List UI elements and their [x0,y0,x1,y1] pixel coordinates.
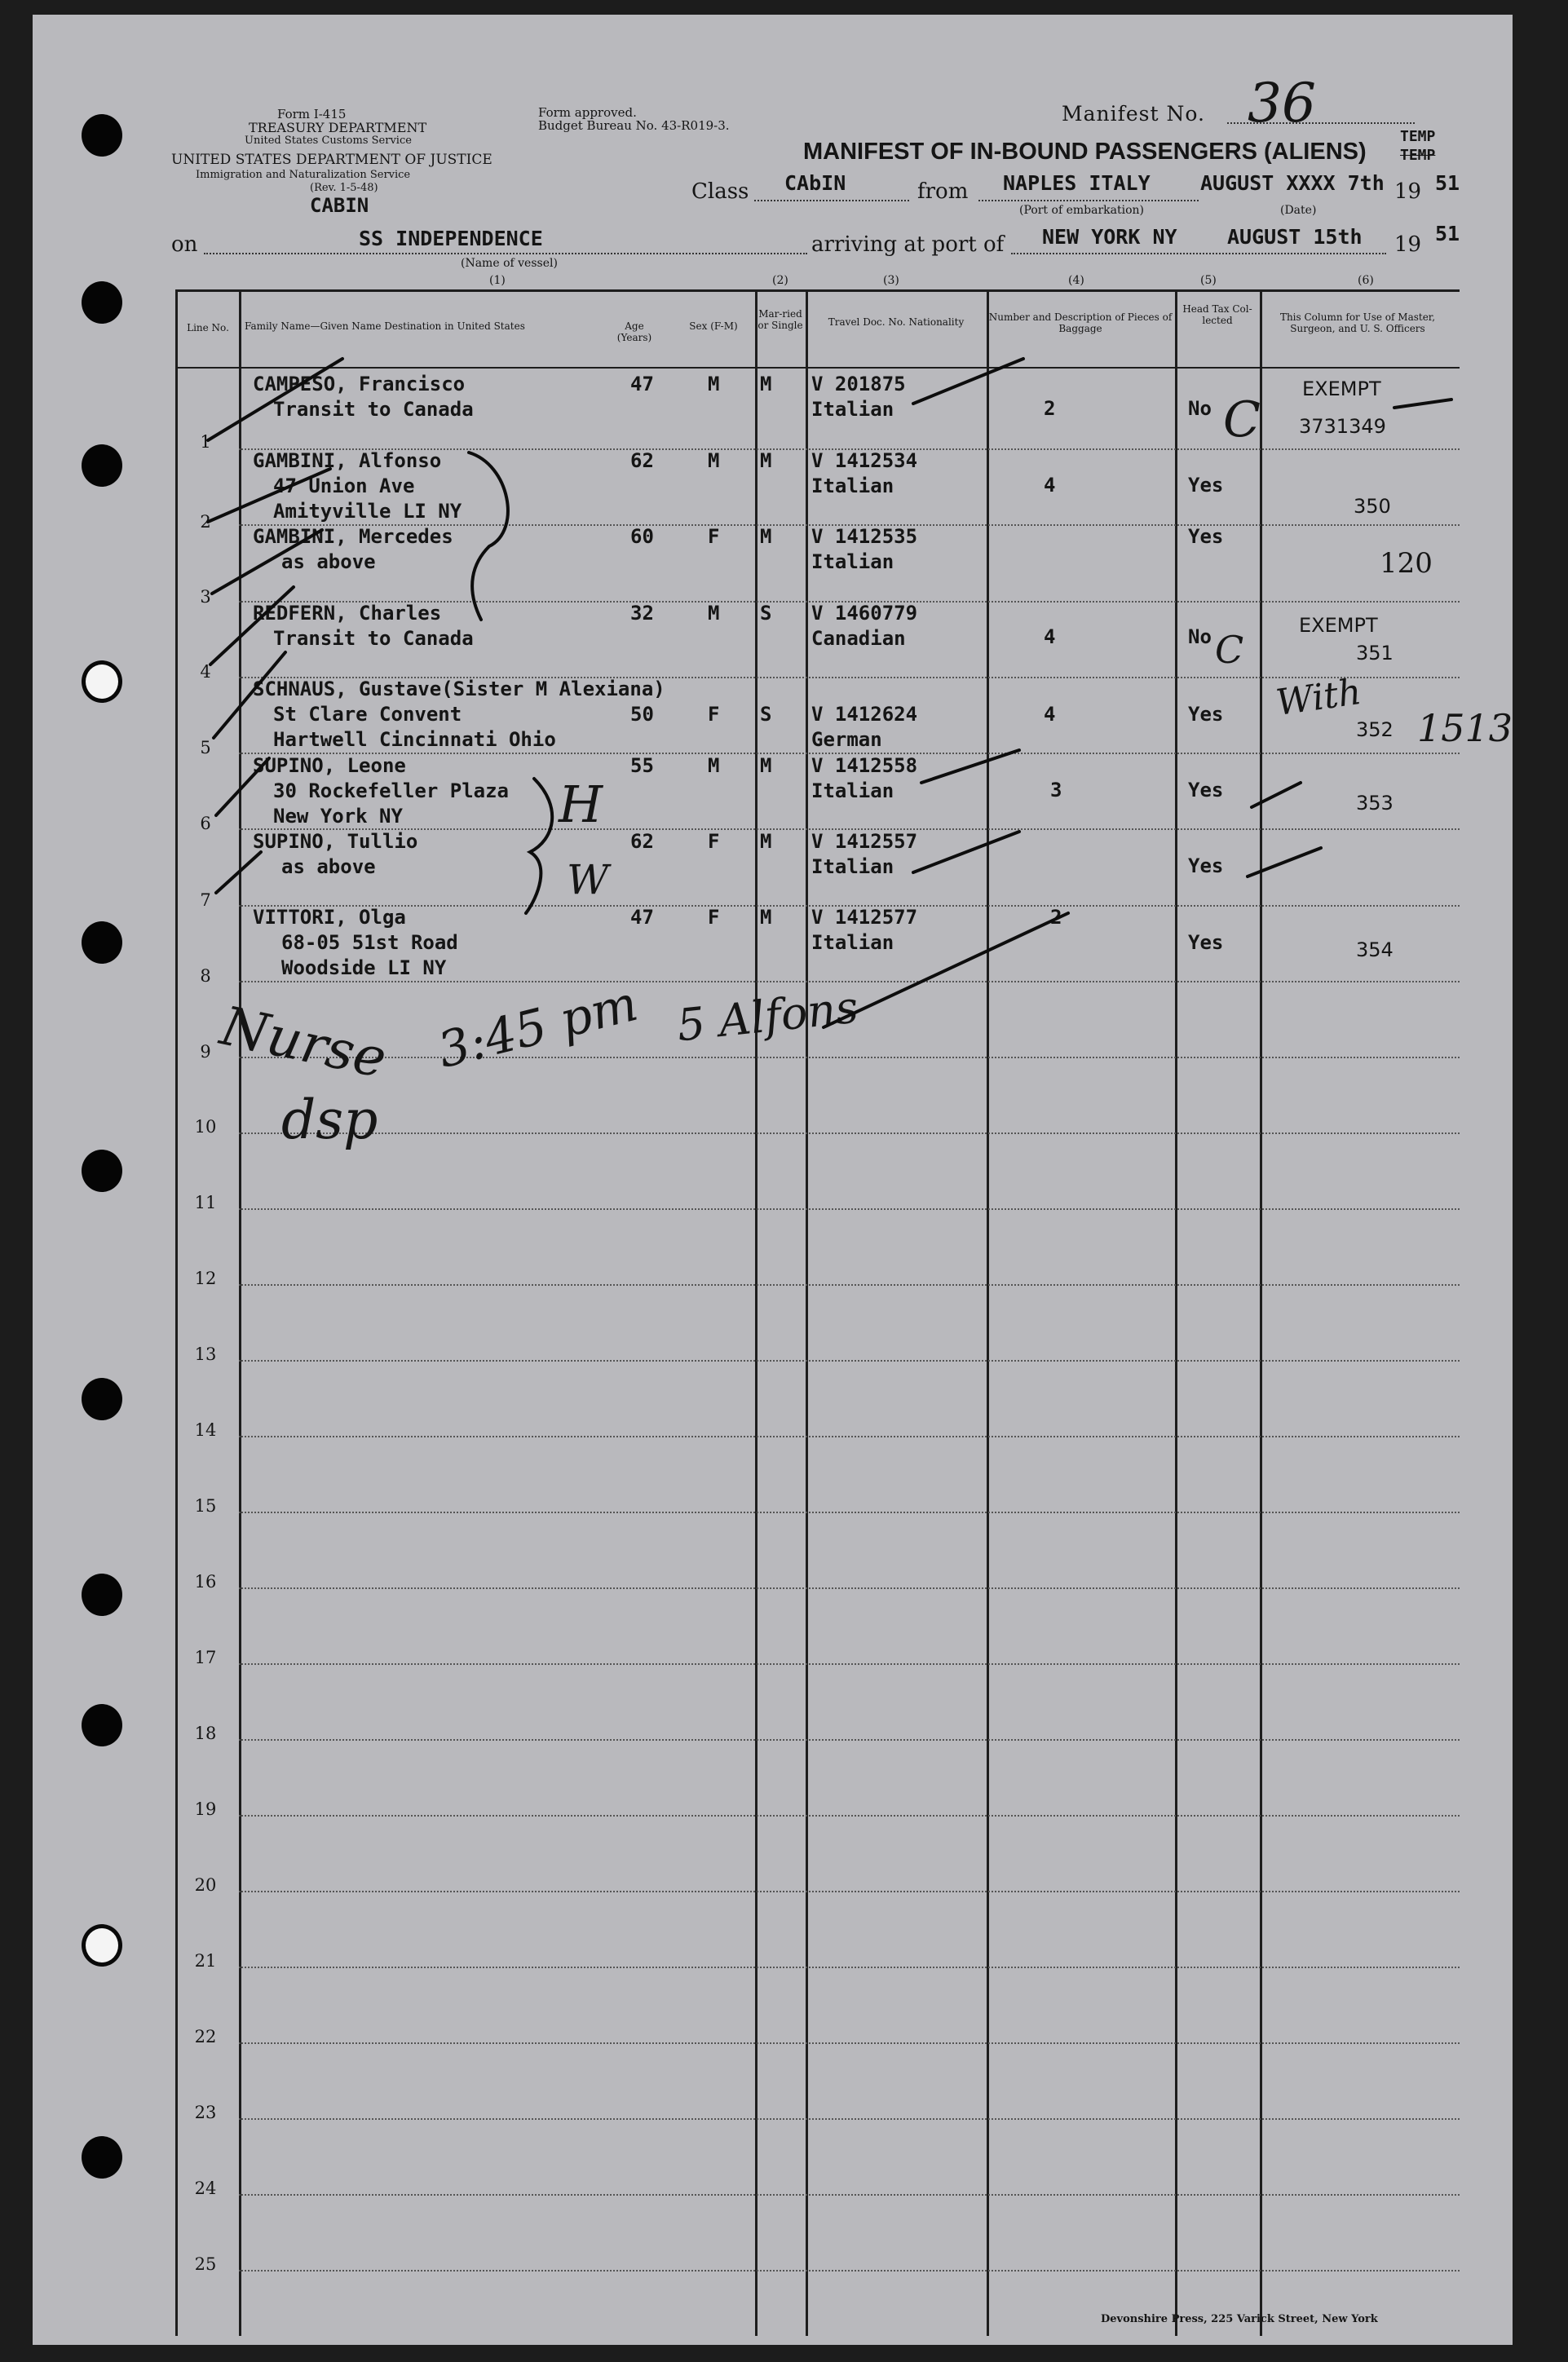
passenger-name: SUPINO, Tullio [253,830,418,853]
passenger-name: GAMBINI, Mercedes [253,525,453,548]
nationality: Italian [811,855,894,878]
strike-line [1252,783,1301,807]
col-header-age: Age (Years) [616,320,652,343]
passenger-sex: M [708,754,720,777]
passenger-age: 47 [630,373,654,395]
head-tax: Yes [1188,779,1224,801]
strike-line [921,750,1019,783]
passenger-destination: St Clare Convent [273,703,462,726]
strike-line [913,359,1023,404]
strike-line [216,852,261,893]
passenger-sex: M [708,373,720,395]
passenger-destination: 47 Union Ave [273,475,415,497]
strike-line [208,359,342,440]
nationality: Italian [811,398,894,421]
arrival-year-prefix: 19 [1394,232,1422,257]
handwritten-w: W [567,856,609,903]
travel-doc: V 1460779 [811,602,918,625]
passenger-destination-2: Hartwell Cincinnati Ohio [273,728,556,751]
temp-stamp-2: TEMP [1400,147,1436,164]
manifest-title: MANIFEST OF IN-BOUND PASSENGERS (ALIENS) [803,139,1367,165]
officer-note: With [1273,670,1364,725]
passenger-name: SCHNAUS, Gustave(Sister M Alexiana) [253,678,665,700]
col-header-name: Family Name—Given Name Destination in United States [245,320,525,332]
col-header-line: Line No. [187,322,229,333]
officer-number: 354 [1356,938,1394,961]
passenger-destination-2: Amityville LI NY [273,500,462,523]
line-number: 14 [194,1420,217,1440]
handwritten-five-alfons: 5 Alfons [674,981,861,1052]
line-number: 25 [194,2254,217,2274]
strike-line [212,530,322,594]
officer-number: 350 [1354,495,1391,518]
baggage-count: 4 [1044,474,1056,497]
baggage-count: 4 [1044,625,1056,648]
passenger-sex: F [708,525,720,548]
passenger-destination: as above [281,855,376,878]
col-header-doc: Travel Doc. No. Nationality [828,316,965,328]
handwritten-1513: 1513 [1417,706,1513,750]
strike-line [216,758,269,815]
line-number: 23 [194,2103,217,2122]
travel-doc: V 1412577 [811,906,918,929]
passenger-married: M [760,449,772,472]
passenger-married: M [760,525,772,548]
passenger-married: S [760,602,772,625]
baggage-count: 4 [1044,703,1056,726]
manifest-no-label: Manifest No. [1062,102,1205,126]
from-label: from [917,179,969,204]
year-value: 51 [1435,171,1460,195]
travel-doc: V 1412535 [811,525,918,548]
passenger-destination-2: Woodside LI NY [281,956,447,979]
head-tax: Yes [1188,525,1224,548]
passenger-married: M [760,754,772,777]
head-tax: Yes [1188,931,1224,954]
line-number: 6 [200,814,211,833]
budget-bureau: Budget Bureau No. 43-R019-3. [538,118,730,133]
arrival-date: AUGUST 15th [1227,225,1363,249]
line-number: 15 [194,1496,217,1516]
head-tax: No [1188,397,1212,420]
colnum-1: (1) [489,274,506,287]
passenger-age: 62 [630,830,654,853]
strike-line [1248,848,1321,876]
handwritten-c-mark: C [1215,628,1244,672]
passenger-destination: Transit to Canada [273,627,474,650]
passenger-name: CAMPESO, Francisco [253,373,466,395]
nationality: Italian [811,550,894,573]
colnum-2: (2) [772,274,788,287]
baggage-count: 2 [1050,906,1062,929]
handwritten-nurse: Nurse [215,994,392,1091]
treasury-dept: TREASURY DEPARTMENT [249,120,427,135]
passenger-sex: F [708,906,720,929]
colnum-6: (6) [1358,274,1374,287]
colnum-4: (4) [1068,274,1084,287]
colnum-5: (5) [1200,274,1217,287]
line-number: 9 [200,1042,211,1062]
travel-doc: V 201875 [811,373,906,395]
travel-doc: V 1412624 [811,703,918,726]
class-value: CAbIN [784,171,846,195]
passenger-sex: M [708,602,720,625]
bracket-mark [469,453,508,620]
passenger-age: 50 [630,703,654,726]
temp-stamp-1: TEMP [1400,128,1436,145]
col-header-baggage: Number and Description of Pieces of Baggage [988,311,1173,334]
nationality: Italian [811,931,894,954]
revision: (Rev. 1-5-48) [310,182,378,194]
cabin-stamp: CABIN [310,194,369,217]
passenger-destination: 30 Rockefeller Plaza [273,779,509,802]
passenger-name: SUPINO, Leone [253,754,406,777]
arriving-label: arriving at port of [811,232,1005,257]
handwritten-c-mark: C [1223,391,1261,448]
baggage-count: 2 [1044,397,1056,420]
line-number: 10 [194,1117,217,1137]
line-number: 4 [200,662,211,682]
arrival-port: NEW YORK NY [1042,225,1177,249]
head-tax: Yes [1188,474,1224,497]
strike-line [1394,400,1451,408]
line-number: 21 [194,1951,217,1971]
passenger-destination-2: New York NY [273,805,403,828]
line-number: 12 [194,1269,217,1288]
line-number: 13 [194,1344,217,1364]
passenger-married: S [760,703,772,726]
passenger-name: VITTORI, Olga [253,906,406,929]
strike-line [208,469,330,522]
strike-line [214,652,285,738]
line-number: 19 [194,1799,217,1819]
officer-note: EXEMPT [1302,377,1381,400]
passenger-age: 60 [630,525,654,548]
passenger-name: REDFERN, Charles [253,602,442,625]
strike-line [824,913,1068,1027]
col-header-sex: Sex (F-M) [689,320,738,332]
line-number: 1 [200,432,211,452]
officer-number: 352 [1356,718,1394,741]
passenger-destination: Transit to Canada [273,398,474,421]
passenger-sex: F [708,830,720,853]
bracket-mark [526,779,552,913]
nationality: Italian [811,779,894,802]
departure-date: AUGUST XXXX 7th [1200,171,1385,195]
line-number: 7 [200,890,211,910]
passenger-destination: 68-05 51st Road [281,931,458,954]
travel-doc: V 1412557 [811,830,918,853]
passenger-married: M [760,906,772,929]
vessel-name: SS INDEPENDENCE [359,227,543,250]
passenger-age: 55 [630,754,654,777]
handwritten-time: 3:45 pm [432,974,643,1080]
customs-service: United States Customs Service [245,135,412,147]
vessel-caption: (Name of vessel) [461,257,558,270]
year-prefix: 19 [1394,179,1422,204]
passenger-age: 32 [630,602,654,625]
passenger-name: GAMBINI, Alfonso [253,449,442,472]
col-header-headtax: Head Tax Col-lected [1182,303,1252,326]
passenger-destination: as above [281,550,376,573]
from-value: NAPLES ITALY [1003,171,1151,195]
nationality: Canadian [811,627,906,650]
strike-line [913,832,1019,872]
head-tax: No [1188,625,1212,648]
line-number: 20 [194,1875,217,1895]
officer-number: 351 [1356,642,1394,664]
passenger-married: M [760,373,772,395]
line-number: 5 [200,738,211,757]
col-header-officers: This Column for Use of Master, Surgeon, and U. S. Officers [1279,311,1436,334]
strike-line [210,587,294,664]
dept-of-justice: UNITED STATES DEPARTMENT OF JUSTICE [171,152,492,168]
officer-number: 120 [1380,547,1433,580]
col-header-married: Mar-ried or Single [757,308,803,331]
line-number: 22 [194,2027,217,2046]
nationality: Italian [811,475,894,497]
line-number: 18 [194,1724,217,1743]
line-number: 16 [194,1572,217,1592]
passenger-married: M [760,830,772,853]
form-approved: Form approved. [538,105,637,120]
travel-doc: V 1412558 [811,754,918,777]
port-caption: (Port of embarkation) [1019,204,1144,217]
line-number: 2 [200,512,211,532]
passenger-age: 62 [630,449,654,472]
head-tax: Yes [1188,854,1224,877]
handwritten-dsp: dsp [281,1088,378,1151]
class-label: Class [691,179,749,204]
officer-number: 353 [1356,792,1394,815]
nationality: German [811,728,882,751]
ins-service: Immigration and Naturalization Service [196,169,411,181]
handwritten-h: H [559,775,603,834]
officer-note: EXEMPT [1299,614,1378,637]
arrival-year: 51 [1435,222,1460,245]
passenger-sex: M [708,449,720,472]
date-caption: (Date) [1280,204,1317,217]
form-number: Form I-415 [277,107,347,121]
line-number: 11 [194,1193,217,1212]
manifest-no-value: 36 [1248,72,1316,135]
passenger-age: 47 [630,906,654,929]
travel-doc: V 1412534 [811,449,918,472]
line-number: 24 [194,2179,217,2198]
printer-credit: Devonshire Press, 225 Varick Street, New York [1101,2313,1378,2325]
passenger-sex: F [708,703,720,726]
on-label: on [171,232,198,257]
baggage-count: 3 [1050,779,1062,801]
line-number: 8 [200,966,211,986]
colnum-3: (3) [883,274,899,287]
line-number: 3 [200,587,211,607]
head-tax: Yes [1188,703,1224,726]
line-number: 17 [194,1648,217,1667]
officer-number: 3731349 [1299,415,1386,438]
